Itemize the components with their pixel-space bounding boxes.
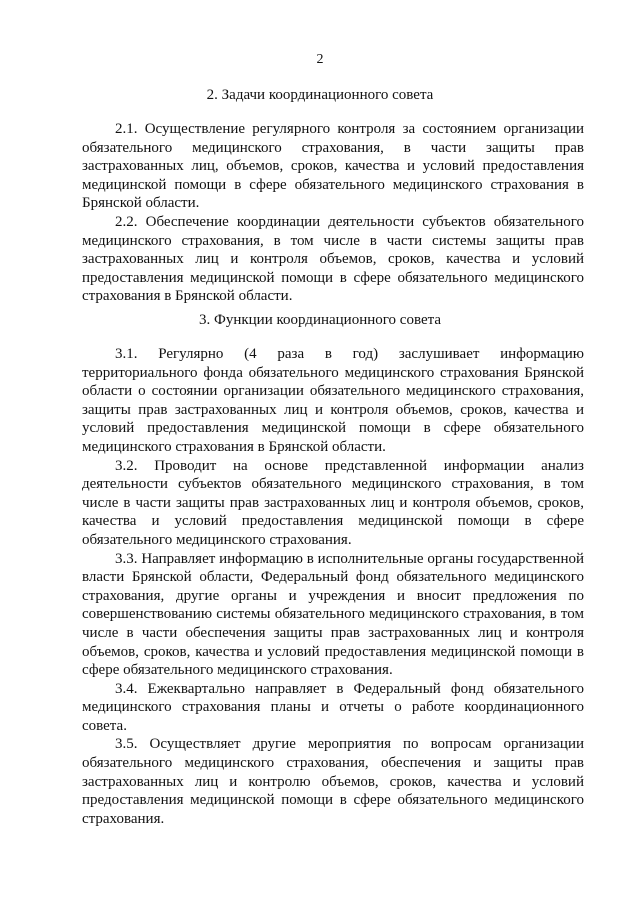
- section-3-heading: 3. Функции координационного совета: [198, 312, 441, 328]
- section-2-body: [82, 120, 584, 306]
- paragraph-2-2: 2.2. Обеспечение координации деятельности субъектов обязательного медицинского страхования, в том числе в части системы защиты прав застрахованных лиц и контроля объемов, сроков, качества и условий предоставления медицинской помощи в сфере обязательного медицинского страхования в Брянской области.: [82, 213, 584, 305]
- paragraph-3-3: 3.3. Направляет информацию в исполнительные органы государственной власти Брянской области, Федеральный фонд обязательного медицинского страхования, другие органы и учреждения и вносит предложения по совершенствованию системы обязательного медицинского страхования, в том числе в части обеспечения защиты прав застрахованных лиц и контроля объемов, сроков, качества и условий предоставления медицинской помощи в сфере обязательного медицинского страхования.: [82, 550, 584, 679]
- paragraph-3-2: 3.2. Проводит на основе представленной информации анализ деятельности субъектов обязательного медицинского страхования, в том числе в части защиты прав застрахованных лиц и контроля объемов, сроков, качества и условий предоставления медицинской помощи в сфере обязательного медицинского страхования.: [82, 457, 584, 548]
- paragraph-3-1: 3.1. Регулярно (4 раза в год) заслушивает информацию территориального фонда обязательного медицинского страхования Брянской области о состоянии организации обязательного медицинского страхования, защиты прав застрахованных лиц и контроля объемов, сроков, качества и условий предоставления медицинской помощи в сфере обязательного медицинского страхования в Брянской области.: [82, 346, 584, 455]
- paragraph-2-1: 2.1. Осуществление регулярного контроля за состоянием организации обязательного медицинского страхования, в части защиты прав застрахованных лиц, объемов, сроков, качества и условий предоставления медицинской помощи в сфере обязательного медицинского страхования в Брянской области.: [82, 121, 584, 212]
- paragraph-3-5: 3.5. Осуществляет другие мероприятия по вопросам организации обязательного медицинского страхования, обеспечения и защиты прав застрахованных лиц и контролю объемов, сроков, качества и условий предоставления медицинской помощи в сфере обязательного медицинского страхования.: [82, 736, 584, 827]
- section-2-heading: 2. Задачи координационного совета: [206, 87, 434, 103]
- paragraph-3-4: 3.4. Ежеквартально направляет в Федеральный фонд обязательного медицинского страхования планы и отчеты о работе координационного совета.: [82, 680, 584, 734]
- section-3-body: [82, 345, 584, 828]
- page-number: 2: [316, 52, 324, 67]
